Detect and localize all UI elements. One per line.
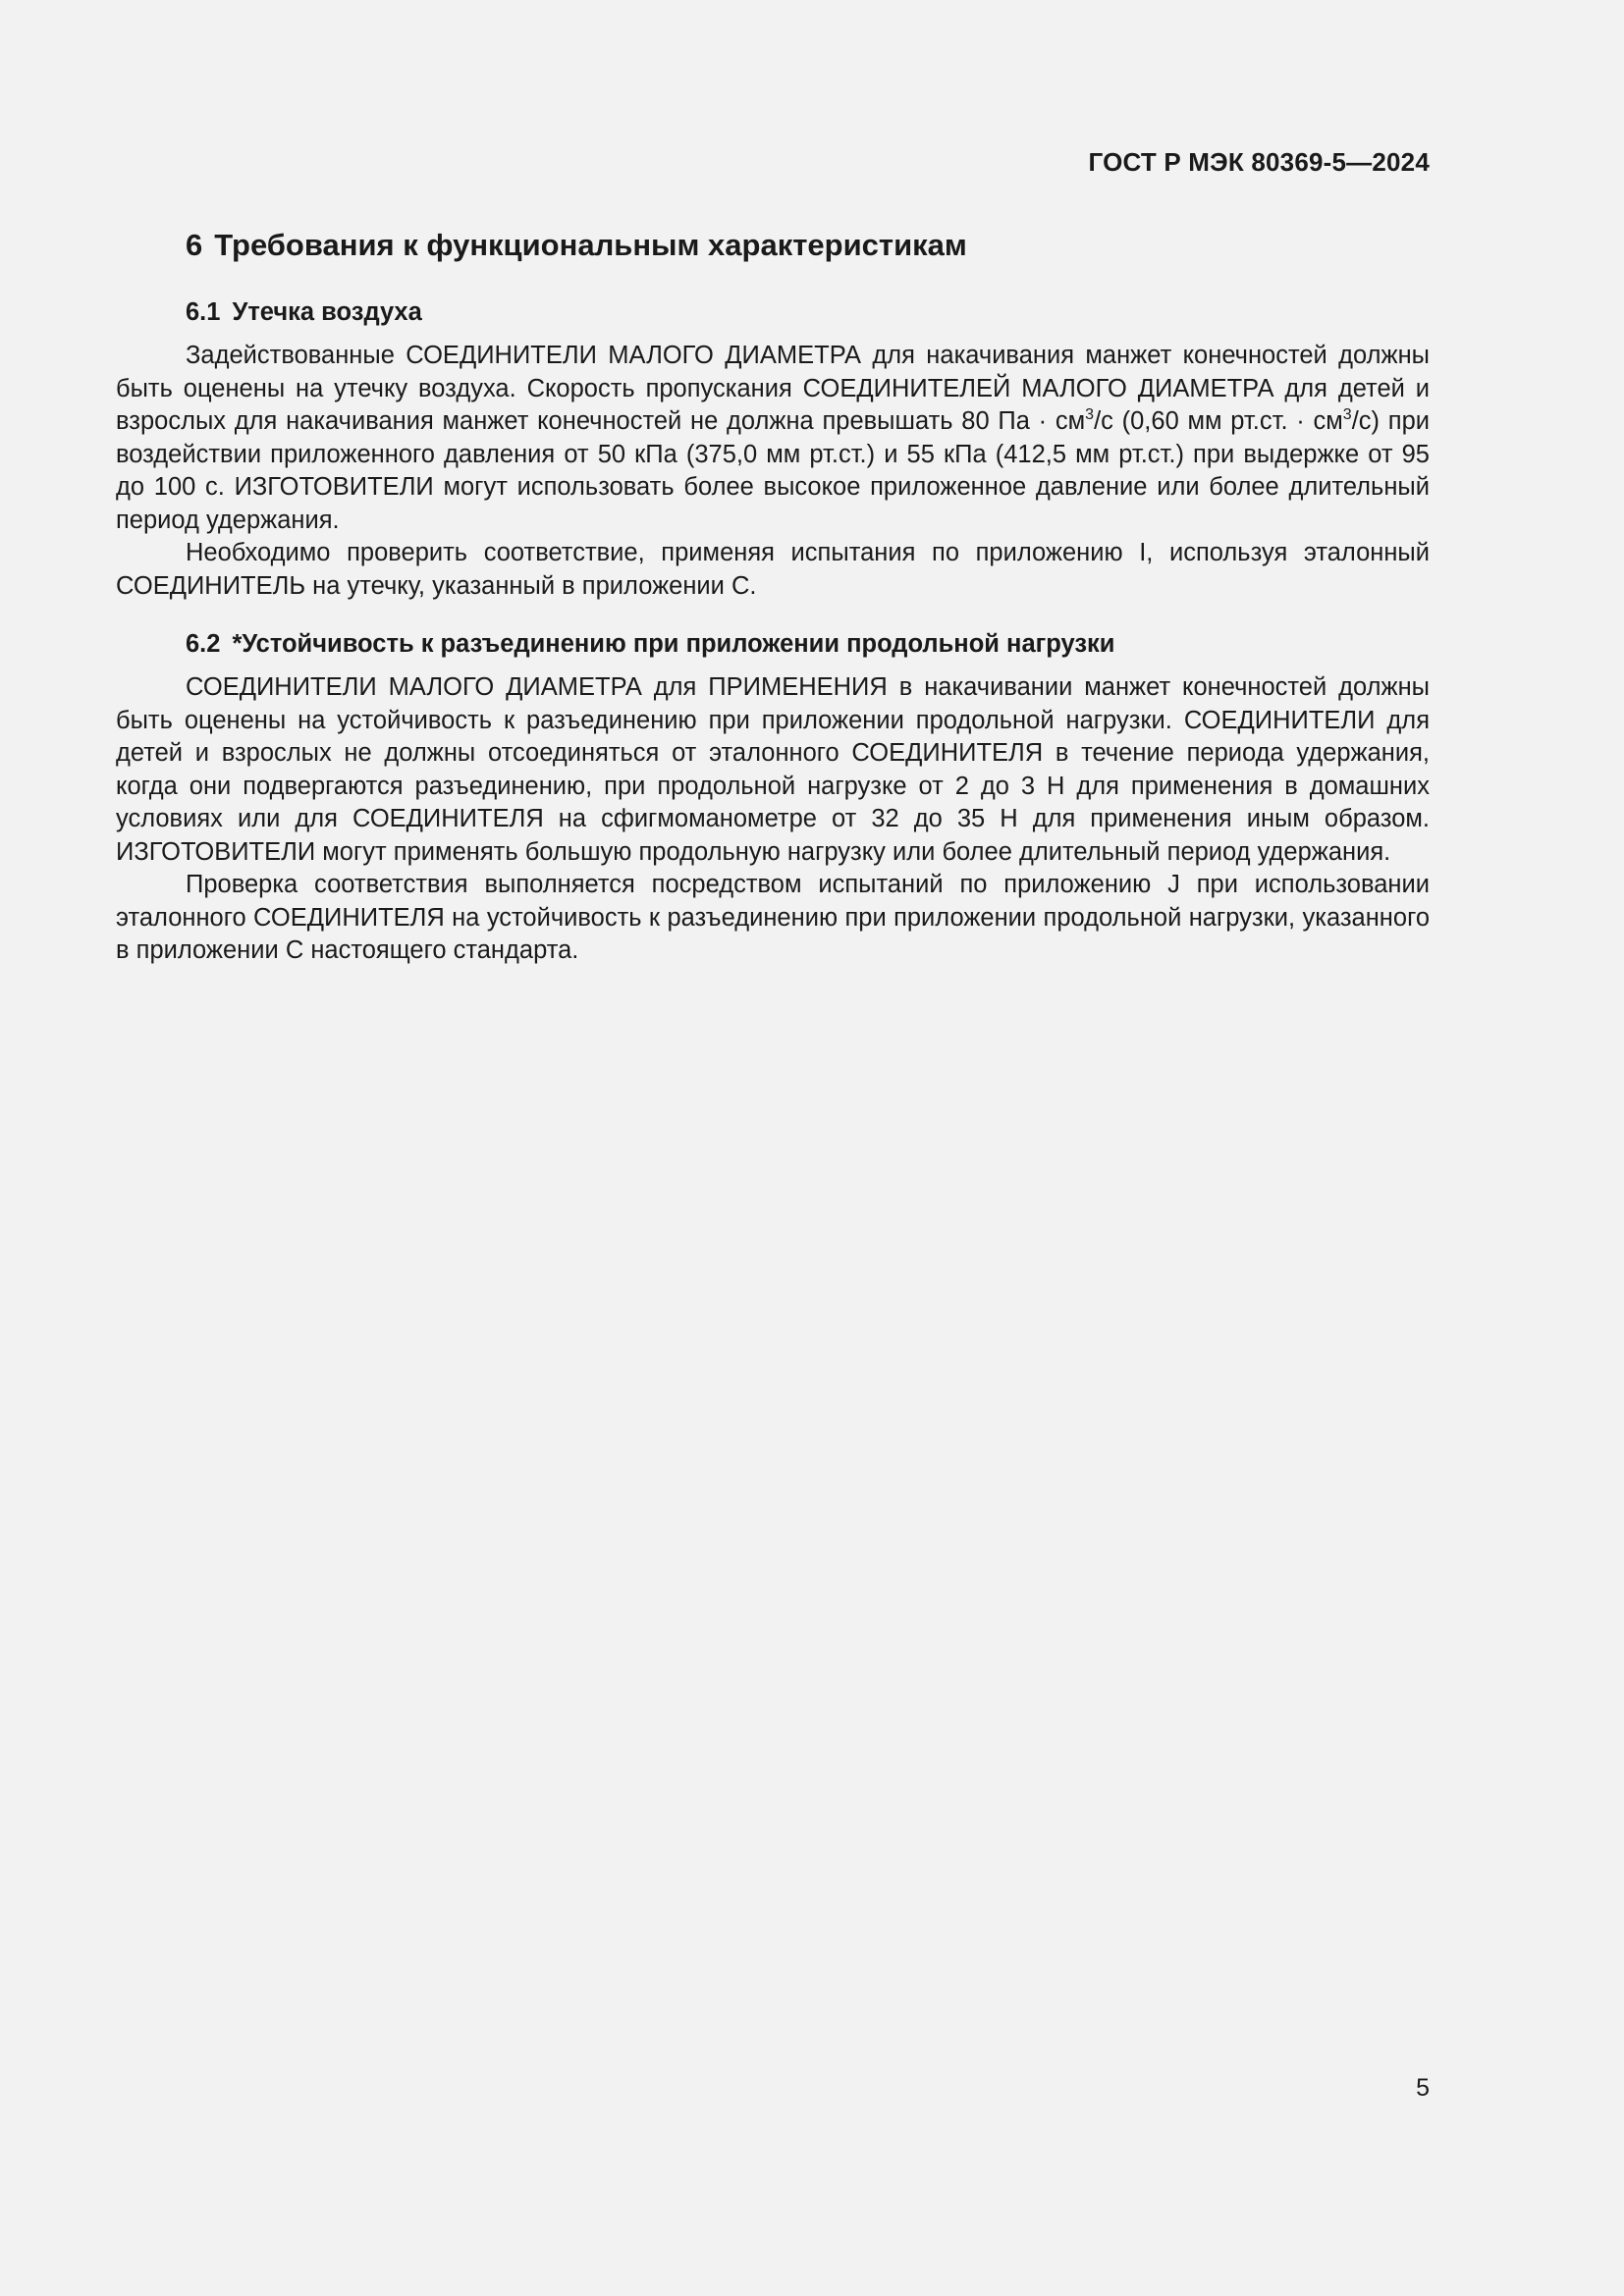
- section-6-1-paragraph-1: [116, 340, 1430, 537]
- section-6-1-heading: [186, 293, 1430, 332]
- page-content: [116, 222, 1430, 968]
- section-6-2-heading: [186, 624, 1430, 664]
- page-number: 5: [1416, 2074, 1430, 2102]
- section-6-2-paragraph-2: Проверка соответствия выполняется посредством испытаний по приложению J при использовании эталонного СОЕДИНИТЕЛЯ на устойчивость к разъединению при приложении продольной нагрузки, указанного в приложении С настоящего стандарта.: [116, 871, 1430, 964]
- section-6-1-p1-part-b: /с (0,60 мм рт.ст. · см: [1094, 407, 1343, 435]
- section-6-title: Требования к функциональным характеристикам: [214, 228, 967, 262]
- section-6-1-p1-part-c: /с) при воздействии приложенного давления от 50 кПа (375,0 мм рт.ст.) и 55 кПа (412,5 мм рт.ст.) при выдержке от 95 до 100 с. ИЗГОТОВИТЕЛИ могут использовать более высокое приложенное давление или более длительный период удержания.: [116, 407, 1431, 534]
- section-6-1-number: 6.1: [186, 298, 221, 326]
- section-6-2-paragraph-1: СОЕДИНИТЕЛИ МАЛОГО ДИАМЕТРА для ПРИМЕНЕНИЯ в накачивании манжет конечностей должны быть оценены на устойчивость к разъединению при приложении продольной нагрузки. СОЕДИНИТЕЛИ для детей и взрослых не должны отсоединяться от эталонного СОЕДИНИТЕЛЯ в течение периода удержания, когда они подвергаются разъединению, при продольной нагрузке от 2 до 3 Н для применения в домашних условиях или для СОЕДИНИТЕЛЯ на сфигмоманометре от 32 до 35 Н для применения иным образом. ИЗГОТОВИТЕЛИ могут применять большую продольную нагрузку или более длительный период удержания.: [116, 673, 1430, 866]
- superscript-3: 3: [1085, 406, 1095, 423]
- superscript-3: 3: [1342, 406, 1352, 423]
- section-6-1-title: Утечка воздуха: [232, 298, 422, 326]
- section-6-1-paragraph-2: Необходимо проверить соответствие, применяя испытания по приложению I, используя эталонный СОЕДИНИТЕЛЬ на утечку, указанный в приложении С.: [116, 539, 1430, 600]
- section-6-2-number: 6.2: [186, 630, 221, 658]
- section-6-1-p1-part-a: Задействованные СОЕДИНИТЕЛИ МАЛОГО ДИАМЕТРА для накачивания манжет конечностей должны быть оценены на утечку воздуха. Скорость пропускания СОЕДИНИТЕЛЕЙ МАЛОГО ДИАМЕТРА для детей и взрослых для накачивания манжет конечностей не должна превышать 80 Па · см: [116, 342, 1430, 435]
- section-6-heading: [186, 222, 1430, 269]
- document-code: ГОСТ Р МЭК 80369-5—2024: [1088, 147, 1430, 177]
- section-6-2-title: *Устойчивость к разъединению при приложении продольной нагрузки: [232, 630, 1115, 658]
- section-6-number: 6: [186, 228, 203, 262]
